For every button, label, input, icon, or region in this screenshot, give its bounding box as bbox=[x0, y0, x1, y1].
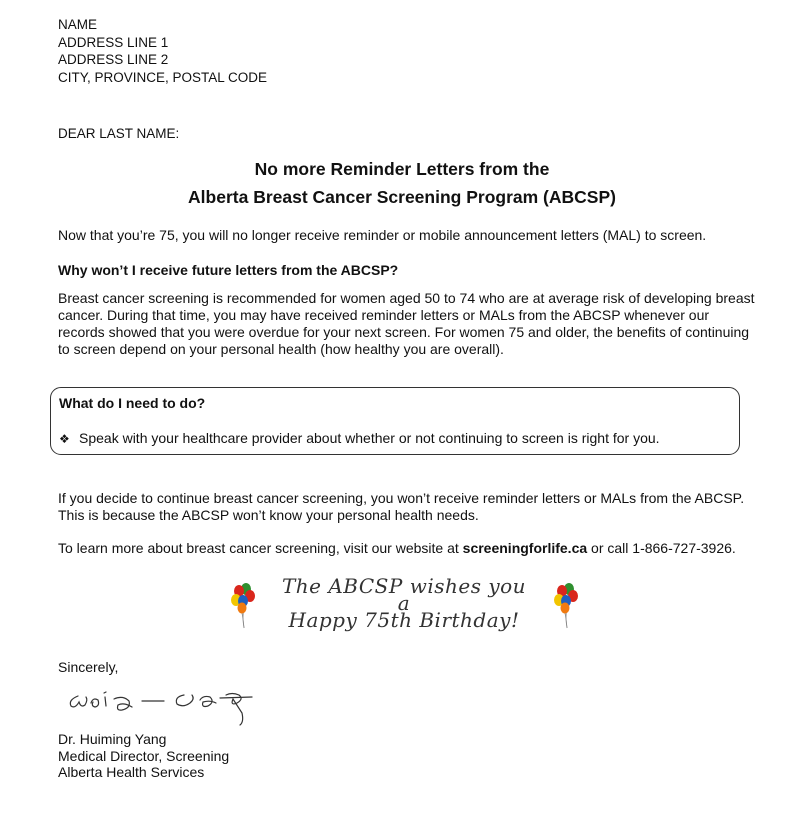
todo-box bbox=[50, 387, 740, 455]
todo-item bbox=[59, 430, 660, 448]
address-line-1: ADDRESS LINE 1 bbox=[58, 34, 169, 50]
todo-heading: What do I need to do? bbox=[59, 395, 206, 411]
balloons-right-icon bbox=[551, 581, 581, 629]
learn-more-text: To learn more about breast cancer screening, visit our website at bbox=[58, 540, 463, 556]
why-heading: Why won’t I receive future letters from the ABCSP? bbox=[58, 262, 399, 278]
website-link[interactable]: screeningforlife.ca bbox=[462, 540, 588, 556]
recipient-address bbox=[58, 16, 758, 86]
balloons-left-icon bbox=[228, 581, 258, 629]
closing: Sincerely, bbox=[58, 659, 119, 675]
letter-title-line-2: Alberta Breast Cancer Screening Program (ABCSP) bbox=[188, 187, 616, 207]
signer-org: Alberta Health Services bbox=[58, 764, 205, 780]
signer-name: Dr. Huiming Yang bbox=[58, 731, 167, 747]
letter-title-line-1: No more Reminder Letters from the bbox=[254, 159, 550, 179]
signer-block bbox=[58, 731, 758, 781]
continue-paragraph: If you decide to continue breast cancer screening, you won’t receive reminder letters or MALs from the ABCSP. This is because the ABCSP won’t know your personal health needs. bbox=[58, 490, 745, 523]
signature-icon bbox=[62, 684, 282, 728]
address-city-line: CITY, PROVINCE, POSTAL CODE bbox=[58, 69, 268, 85]
learn-more-paragraph bbox=[58, 540, 748, 557]
learn-more-phone: or call 1-866-727-3926. bbox=[587, 540, 736, 556]
address-line-2: ADDRESS LINE 2 bbox=[58, 52, 169, 67]
signer-title: Medical Director, Screening bbox=[58, 747, 230, 764]
salutation: DEAR LAST NAME: bbox=[58, 126, 180, 141]
intro-paragraph: Now that you’re 75, you will no longer receive reminder or mobile announcement letters (MAL) to screen. bbox=[58, 227, 707, 243]
why-paragraph: Breast cancer screening is recommended for women aged 50 to 74 who are at average risk of developing breast cancer. During that time, you may have received reminder letters or MALs from the ABCSP whenever our records showed that you were overdue for your next screen. For women 75 and older, the benefits of continuing to screen depend on your personal health (how healthy you are overall). bbox=[58, 290, 755, 357]
address-name: NAME bbox=[58, 17, 98, 32]
birthday-line-2: Happy 75th Birthday! bbox=[288, 608, 520, 632]
diamond-bullet-icon: ❖ bbox=[59, 432, 70, 446]
todo-item-text: Speak with your healthcare provider about whether or not continuing to screen is right for you. bbox=[79, 430, 660, 446]
birthday-line-1: The ABCSP wishes you a bbox=[281, 574, 527, 615]
